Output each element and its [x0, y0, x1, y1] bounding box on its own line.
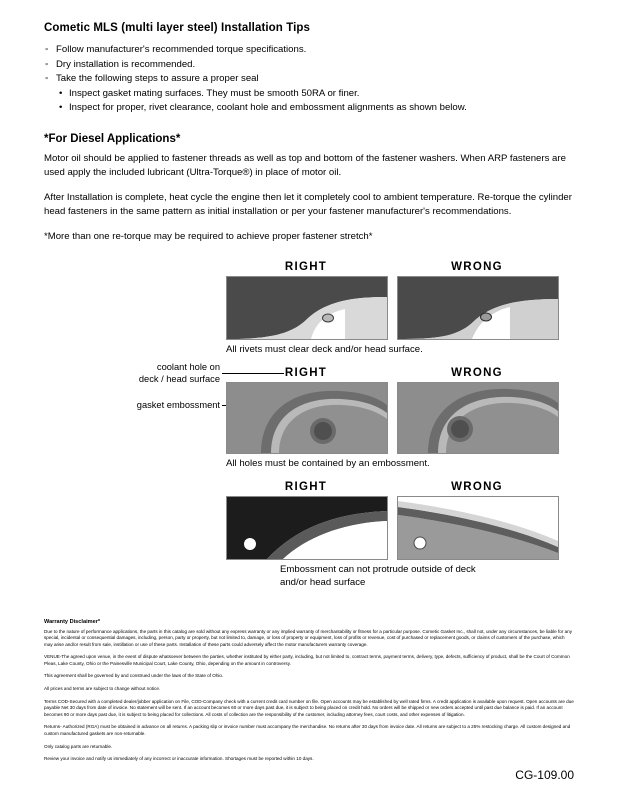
figure-label-wrong: WRONG	[451, 480, 503, 493]
figure-label-wrong: WRONG	[451, 260, 503, 273]
figure-label-right: RIGHT	[284, 480, 328, 493]
figure-right-holes	[226, 367, 386, 454]
figure-label-right: RIGHT	[284, 260, 328, 273]
diesel-paragraph-1: Motor oil should be applied to fastener threads as well as top and bottom of the fastener washers. When ARP fasteners are used apply the included lubricant (Ultra-Torque®) in place of motor oil.	[44, 152, 566, 178]
figure-caption-protrusion: Embossment can not protrude outside of deck and/or head surface	[280, 563, 476, 588]
figure-right-rivets	[226, 261, 386, 340]
figure-label-wrong: WRONG	[451, 366, 503, 379]
figure-image-wrong-protrusion	[397, 496, 559, 560]
callout-coolant-hole: coolant hole on deck / head surface	[138, 361, 220, 385]
hole-right-diagram	[227, 383, 387, 453]
warranty-heading: Warranty Disclaimer*	[44, 618, 101, 625]
document-number: CG-109.00	[515, 768, 574, 782]
diesel-paragraph-3: *More than one re-torque may be required to achieve proper fastener stretch*	[44, 231, 373, 243]
figure-caption-holes: All holes must be contained by an embossment.	[226, 457, 430, 469]
warranty-paragraph: All prices and terms are subject to change without notice.	[44, 686, 161, 692]
figure-wrong-protrusion	[397, 481, 557, 560]
list-item: • Inspect gasket mating surfaces. They must be smooth 50RA or finer.	[58, 87, 574, 102]
list-item: ◦ Take the following steps to assure a proper seal	[44, 72, 574, 87]
list-item: ◦ Dry installation is recommended.	[44, 58, 574, 73]
diesel-paragraph-2: After Installation is complete, heat cycle the engine then let it completely cool to ambient temperature. Re-torque the cylinder head fasteners in the same pattern as initial installation or per your fastener manufacturer's recommendations.	[44, 191, 572, 218]
warranty-paragraph: Due to the nature of performance applications, the parts in this catalog are sold without any express warranty or any implied warranty of merchantability or fitness for a particular purpose. Cometic Gasket Inc., shall not, under any circumstances, be liable for any special, incidental or consequential damages, including, person, party or property, but not limited to, damage, or loss of property or equipment, loss of profits or revenue, cost of purchased or replacement goods, or claims of customers of the purchase, which may arise and/or result from sale, instillation or use of these parts. Installation of these parts could adversely affect the motor manufacturers warranty coverage.	[44, 628, 573, 647]
section-title-diesel: *For Diesel Applications*	[44, 132, 181, 145]
figure-label-right: RIGHT	[284, 366, 328, 379]
figure-row-holes	[226, 367, 574, 454]
page-title: Cometic MLS (multi layer steel) Installation Tips	[44, 22, 311, 34]
protrusion-wrong-diagram	[398, 497, 558, 559]
figure-right-protrusion	[226, 481, 386, 560]
figure-image-right-protrusion	[226, 496, 388, 560]
warranty-paragraph: VENUE-The agreed upon venue, in the event of dispute whatsoever between the parties, whether instituted by either party, including, but not limited to, contract terms, payment terms, delivery, type, defects, sufficiency of product, shall be the Court of Common Pleas, Lake County, Ohio or the Painesville Municipal Court, Lake County, Ohio, depending on the amount in controversy.	[44, 654, 570, 666]
warranty-paragraph: Returns- Authorized (RGA) must be obtained in advance on all returns. A packing slip or invoice number must accompany the merchandise. No returns after 30 days from invoice date. All returns are subject to a 25% restocking charge. All custom designed and custom manufactured gaskets are non-returnable.	[44, 724, 571, 737]
rivet-wrong-diagram	[398, 277, 558, 339]
warranty-paragraph: Review your invoice and notify us immediately of any incorrect or inaccurate information. Shortages must be reported within 10 days.	[44, 756, 314, 762]
figure-image-right-holes	[226, 382, 388, 454]
figure-row-rivets	[226, 261, 574, 340]
figure-image-wrong-holes	[397, 382, 559, 454]
figure-wrong-holes	[397, 367, 557, 454]
list-item: • Inspect for proper, rivet clearance, coolant hole and embossment alignments as shown below.	[58, 101, 574, 116]
figure-row-protrusion	[226, 481, 574, 560]
rivet-right-diagram	[227, 277, 387, 339]
tips-sublist	[44, 87, 574, 116]
warranty-paragraph: This agreement shall be governed by and construed under the laws of the State of Ohio.	[44, 673, 224, 679]
warranty-paragraph: Only catalog parts are returnable.	[44, 743, 113, 749]
protrusion-right-diagram	[227, 497, 387, 559]
leader-line-1	[222, 373, 284, 374]
warranty-section	[44, 619, 574, 763]
warranty-paragraph: Terms COD-Secured with a completed dealer/jobber application on File, COD-Company check with a current credit card number on file. Open accounts may be established by well rated firms. A credit application is available upon request. Open accounts are due payable Net 30 days from date of invoice. No statement will be sent. If an account becomes 60 or more days past due, it is subject to being placed on credit hold. No orders will be shipped or new orders accepted until past due balance is paid. If an account becomes 90 or more days past due, it is subject to being placed for collections. All costs of collection are the responsibility of the customer, including attorney fees, court costs, and other expenses of litigation.	[44, 698, 574, 717]
figure-image-right-rivets	[226, 276, 388, 340]
list-item: ◦ Follow manufacturer's recommended torque specifications.	[44, 43, 574, 58]
figure-caption-rivets: All rivets must clear deck and/or head surface.	[226, 343, 423, 355]
tips-list	[44, 43, 574, 87]
callout-gasket-embossment: gasket embossment	[136, 399, 220, 410]
figure-image-wrong-rivets	[397, 276, 559, 340]
figures-section	[44, 261, 574, 589]
hole-wrong-diagram	[398, 383, 558, 453]
figure-wrong-rivets	[397, 261, 557, 340]
